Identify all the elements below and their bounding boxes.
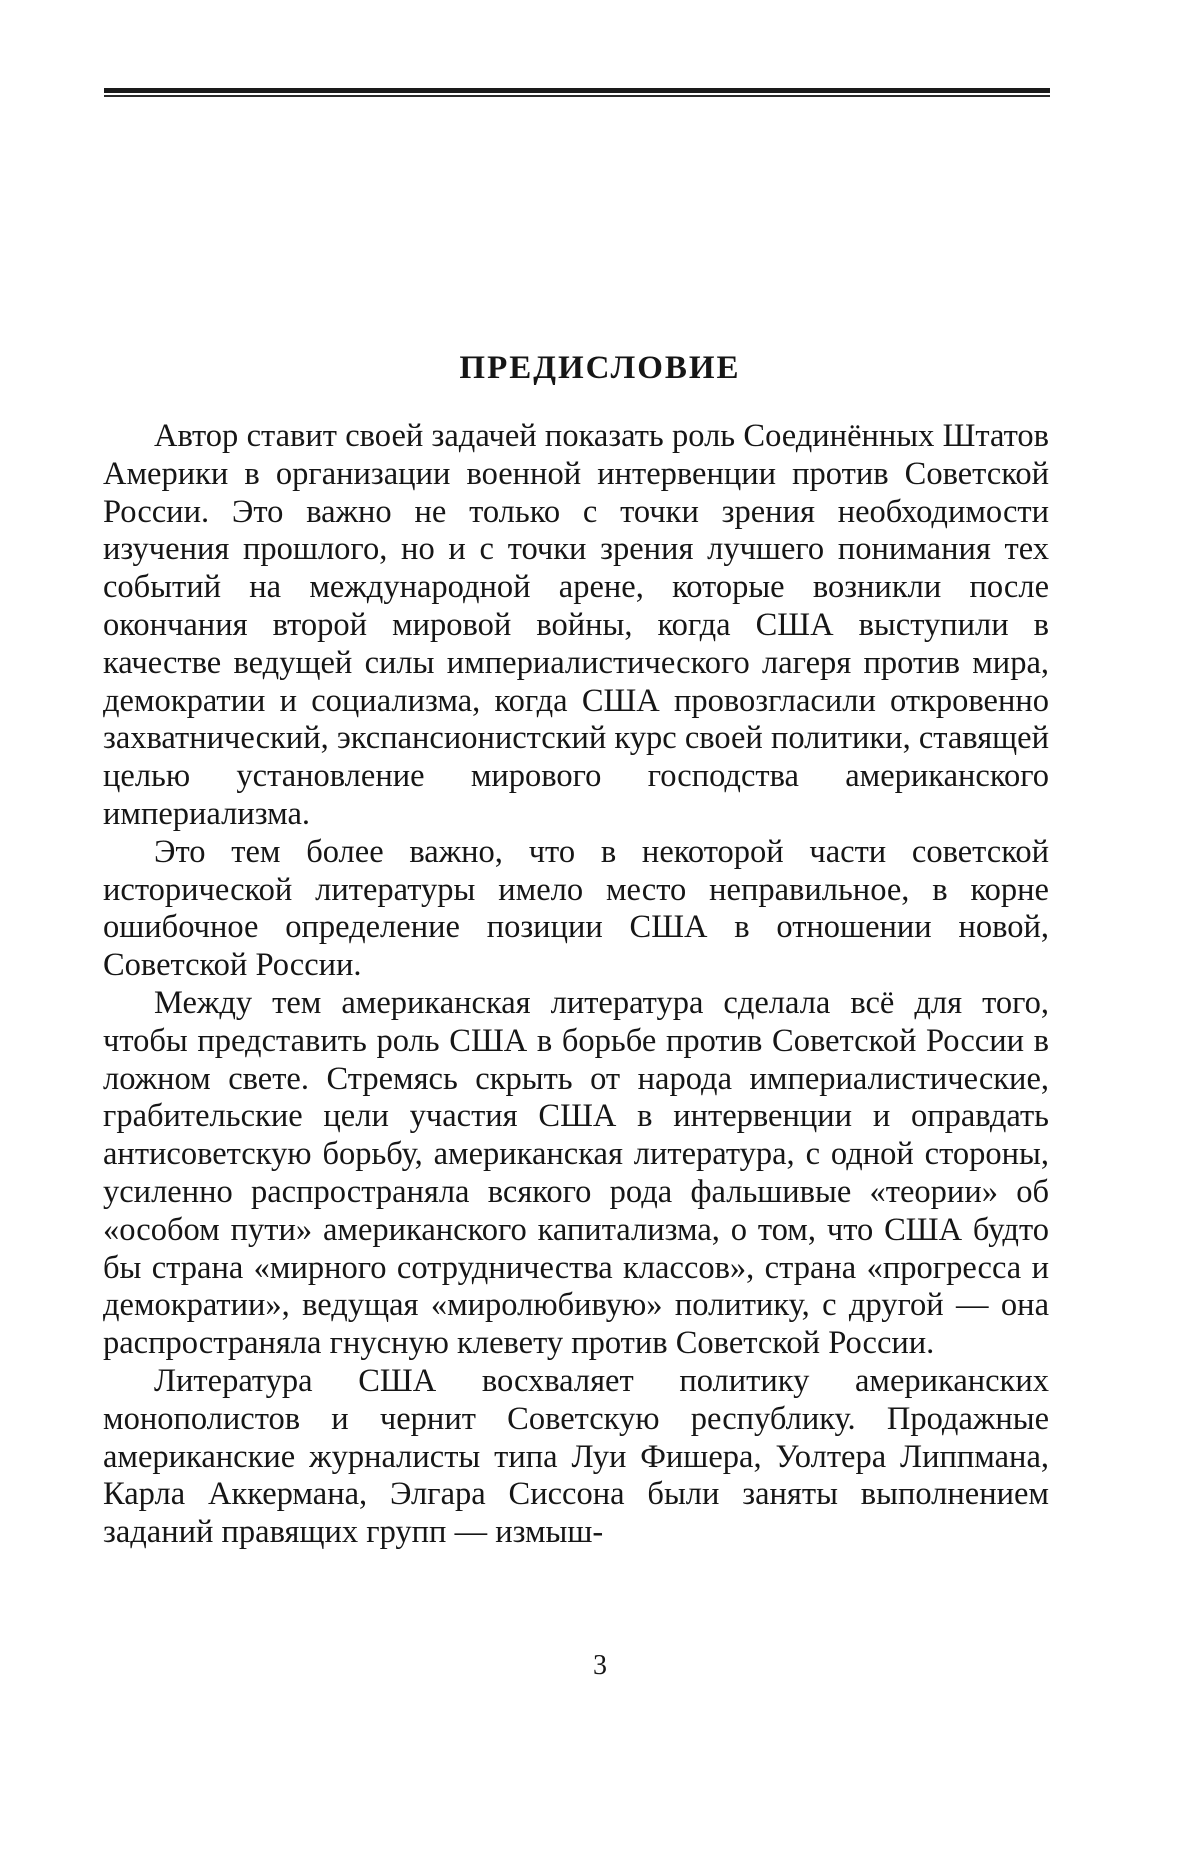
chapter-title: ПРЕДИСЛОВИЕ xyxy=(459,350,741,386)
paragraph-4: Литература США восхваляет политику американских монополистов и чернит Советскую республику. Продажные американские журналисты типа Луи Фишера, Уолтера Липпмана, Карла Аккермана, Элгара Сиссона были заняты выполнением заданий правящих групп — измыш- xyxy=(103,1362,1049,1551)
header-rule xyxy=(104,88,1050,93)
page-number: 3 xyxy=(593,1650,607,1681)
paragraph-2: Это тем более важно, что в некоторой части советской исторической литературы имело место неправильное, в корне ошибочное определение позиции США в отношении новой, Советской России. xyxy=(103,833,1049,984)
paragraph-3: Между тем американская литература сделала всё для того, чтобы представить роль США в борьбе против Советской России в ложном свете. Стремясь скрыть от народа империалистические, грабительские цели участия США в интервенции и оправдать антисоветскую борьбу, американская литература, с одной стороны, усиленно распространяла всякого рода фальшивые «теории» об «особом пути» американского капитализма, о том, что США будто бы страна «мирного сотрудничества классов», страна «прогресса и демократии», ведущая «миролюбивую» политику, с другой — она распространяла гнусную клевету против Советской России. xyxy=(103,984,1049,1362)
paragraph-1: Автор ставит своей задачей показать роль Соединённых Штатов Америки в организации военной интервенции против Советской России. Это важно не только с точки зрения необходимости изучения прошлого, но и с точки зрения лучшего понимания тех событий на международной арене, которые возникли после окончания второй мировой войны, когда США выступили в качестве ведущей силы империалистического лагеря против мира, демократии и социализма, когда США провозгласили откровенно захватнический, экспансионистский курс своей политики, ставящей целью установление мирового господства американского империализма. xyxy=(103,418,1049,832)
body-text xyxy=(103,418,1049,1552)
